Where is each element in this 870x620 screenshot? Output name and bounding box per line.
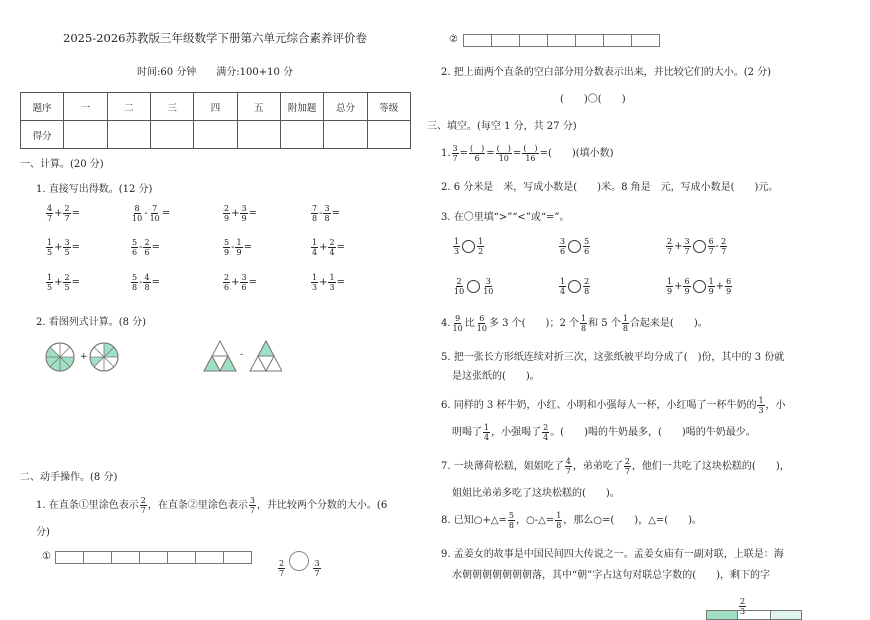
table-header: 五 (237, 93, 280, 121)
section3-q1: 1. $\frac{3}{7}$ = $\frac{( )}{6}$ = $\frac{( )}{10}$ = $\frac{( )}{16}$ =( )(填小数) (441, 144, 614, 163)
section1-q1: 1. 直接写出得数。(12 分) (36, 184, 153, 195)
fraction-blank[interactable]: $\frac{( )}{10}$ (496, 144, 511, 163)
partial-strip (706, 610, 802, 620)
fraction: $\frac{5}{8}$ (132, 273, 138, 292)
compare-circle[interactable] (568, 240, 581, 253)
fraction: $\frac{7}{8}$ (312, 204, 318, 223)
strip-2[interactable] (463, 34, 660, 47)
score-row (21, 121, 411, 149)
fraction: $\frac{3}{5}$ (64, 238, 70, 257)
compare-item: $\frac{2}{10}$ $\frac{3}{10}$ (454, 277, 494, 296)
fraction: $\frac{7}{10}$ (149, 204, 160, 223)
minus-sign: - (240, 350, 244, 360)
fraction: $\frac{1}{9}$ (236, 238, 242, 257)
strip-1[interactable] (55, 551, 252, 564)
fraction: $\frac{3}{7}$ (314, 559, 320, 578)
calc-item: $\frac{2}{6}$ + $\frac{3}{6}$ = (224, 273, 257, 292)
section3-q8: 8. 已知○+△= $\frac{5}{8}$ ，○-△= $\frac{1}{8}$ ，那么○=( )，△=( )。 (441, 511, 703, 530)
compare-item (452, 237, 485, 256)
calc-item: $\frac{1}{4}$ + $\frac{2}{4}$ = (312, 238, 345, 257)
section3-q7-line1: 7. 一块薄荷松糕，姐姐吃了 $\frac{4}{7}$ ，弟弟吃了 $\frac{2}{7}$ ，他们一共吃了这块松糕的( )， (441, 457, 790, 476)
compare-circle[interactable] (462, 240, 475, 253)
fraction: $\frac{1}{5}$ (47, 273, 53, 292)
fraction: $\frac{5}{9}$ (224, 238, 230, 257)
fraction: $\frac{2}{7}$ (279, 559, 285, 578)
fraction: $\frac{5}{6}$ (584, 237, 590, 256)
score-cell[interactable] (150, 121, 193, 149)
fraction: $\frac{3}{9}$ (241, 204, 247, 223)
compare-item (558, 237, 591, 256)
fraction: $\frac{1}{3}$ (312, 273, 318, 292)
score-cell[interactable] (237, 121, 280, 149)
compare-circle[interactable] (467, 280, 480, 293)
fraction: $\frac{3}{7}$ (452, 144, 458, 163)
triangle-left (204, 341, 236, 371)
exam-info: 时间:60 分钟 满分:100+10 分 (136, 67, 293, 78)
table-header: 三 (150, 93, 193, 121)
section3-q3: 3. 在〇里填“>”“<”或“=”。 (441, 212, 570, 223)
score-cell[interactable] (194, 121, 237, 149)
comparison-2-7-3-7 (277, 551, 322, 578)
fraction: $\frac{2}{9}$ (224, 204, 230, 223)
compare-circle[interactable] (693, 240, 706, 253)
section3-q6-line2: 明喝了 $\frac{1}{4}$ ，小强喝了 $\frac{2}{4}$ 。( )喝的牛奶最多，( )喝的牛奶最少。 (452, 423, 756, 442)
score-cell[interactable] (64, 121, 107, 149)
score-cell[interactable] (324, 121, 367, 149)
section3-q2: 2. 6 分米是 米，写成小数是( )米。8 角是 元，写成小数是( )元。 (441, 182, 779, 193)
section3-q9-line1: 9. 孟姜女的故事是中国民间四大传说之一。孟姜女庙有一副对联，上联是：海 (441, 549, 784, 560)
fraction: $\frac{3}{8}$ (324, 204, 330, 223)
row-label: 得分 (21, 121, 64, 149)
partial-fraction: $\frac{2}{3}$ (740, 597, 746, 616)
compare-circle[interactable] (693, 280, 706, 293)
fraction: $\frac{1}{5}$ (47, 238, 53, 257)
section2-title: 二、动手操作。(8 分) (20, 472, 118, 483)
compare-item: $\frac{2}{7}$ + $\frac{3}{7}$ $\frac{6}{7}$ - $\frac{2}{7}$ (667, 237, 727, 256)
fraction: $\frac{5}{6}$ (132, 238, 138, 257)
fraction: $\frac{2}{4}$ (329, 238, 335, 257)
calc-item: $\frac{5}{8}$ - $\frac{4}{8}$ = (132, 273, 160, 292)
compare-item: $\frac{1}{9}$ + $\frac{6}{9}$ $\frac{1}{9}$ + $\frac{6}{9}$ (667, 277, 732, 296)
calc-item: $\frac{1}{3}$ + $\frac{1}{3}$ = (312, 273, 345, 292)
fraction-blank[interactable]: $\frac{( )}{16}$ (523, 144, 538, 163)
table-header: 题序 (21, 93, 64, 121)
plus-sign: + (80, 352, 88, 362)
fraction: $\frac{8}{10}$ (132, 204, 143, 223)
section3-q6-line1: 6. 同样的 3 杯牛奶，小红、小明和小强每人一杯，小红喝了一杯牛奶的 $\frac{1}{3}$ ，小 (441, 396, 786, 415)
page-title: 2025-2026苏教版三年级数学下册第六单元综合素养评价卷 (63, 31, 367, 45)
table-header: 四 (194, 93, 237, 121)
calc-item: $\frac{7}{8}$ - $\frac{3}{8}$ = (312, 204, 340, 223)
table-header: 附加题 (280, 93, 323, 121)
calc-item: $\frac{1}{5}$ + $\frac{2}{5}$ = (47, 273, 80, 292)
section2-q1: 1. 在直条①里涂色表示 $\frac{2}{7}$ ，在直条②里涂色表示 $\frac{3}{7}$ ，并比较两个分数的大小。(6 (36, 496, 388, 515)
triangle-right (250, 341, 282, 371)
fraction: $\frac{2}{6}$ (224, 273, 230, 292)
fraction: $\frac{4}{8}$ (144, 273, 150, 292)
table-header: 一 (64, 93, 107, 121)
calc-item: $\frac{5}{9}$ - $\frac{1}{9}$ = (224, 238, 252, 257)
fraction: $\frac{2}{7}$ (140, 496, 146, 515)
score-cell[interactable] (367, 121, 410, 149)
score-table (20, 92, 411, 149)
fraction: $\frac{3}{7}$ (249, 496, 255, 515)
fraction: $\frac{2}{7}$ (64, 204, 70, 223)
table-header: 等级 (367, 93, 410, 121)
pie-circle-right (90, 343, 118, 371)
fraction: $\frac{2}{6}$ (144, 238, 150, 257)
fraction: $\frac{1}{3}$ (329, 273, 335, 292)
table-header: 总分 (324, 93, 367, 121)
fraction: $\frac{1}{2}$ (478, 237, 484, 256)
compare-item: $\frac{1}{4}$ $\frac{2}{8}$ (560, 277, 590, 296)
section1-title: 一、计算。(20 分) (20, 159, 104, 170)
section3-q9-line2: 水朝朝朝朝朝朝朝落，其中“朝”字占这句对联总字数的( )，剩下的字 (452, 570, 771, 581)
strip-label-1: ① (42, 551, 51, 562)
fraction: $\frac{1}{3}$ (454, 237, 460, 256)
section1-q2: 2. 看图列式计算。(8 分) (36, 317, 147, 328)
pie-circle-left (46, 343, 74, 371)
fraction: $\frac{3}{6}$ (560, 237, 566, 256)
calc-item: $\frac{5}{6}$ - $\frac{2}{6}$ = (132, 238, 160, 257)
fraction: $\frac{3}{6}$ (241, 273, 247, 292)
compare-circle[interactable] (568, 280, 581, 293)
calc-item: $\frac{2}{9}$ + $\frac{3}{9}$ = (224, 204, 257, 223)
fraction-blank[interactable]: $\frac{( )}{6}$ (470, 144, 485, 163)
section3-title: 三、填空。(每空 1 分，共 27 分) (427, 121, 577, 132)
fraction: $\frac{4}{7}$ (47, 204, 53, 223)
section3-q5-line1: 5. 把一张长方形纸连续对折三次，这张纸被平均分成了( )份，其中的 3 份就 (441, 352, 785, 363)
score-table-header-row (21, 93, 411, 121)
section2-q2-answer: ( )〇( ) (560, 94, 626, 105)
calc-item: $\frac{8}{10}$ - $\frac{7}{10}$ = (132, 204, 171, 223)
section3-q5-line2: 是这张纸的( )。 (452, 371, 540, 382)
section3-q7-line2: 姐姐比弟弟多吃了这块松糕的( )。 (452, 488, 620, 499)
section2-q1-cont: 分) (36, 527, 50, 538)
strip-label-2: ② (449, 34, 458, 45)
fraction: $\frac{2}{5}$ (64, 273, 70, 292)
section2-q2: 2. 把上面两个直条的空白部分用分数表示出来，并比较它们的大小。(2 分) (441, 67, 772, 78)
calc-item: $\frac{4}{7}$ + $\frac{2}{7}$ = (47, 204, 80, 223)
table-header: 二 (107, 93, 150, 121)
compare-circle[interactable] (289, 551, 309, 571)
calc-item: $\frac{1}{5}$ + $\frac{3}{5}$ = (47, 238, 80, 257)
score-cell[interactable] (280, 121, 323, 149)
score-cell[interactable] (107, 121, 150, 149)
section3-q4: 4. $\frac{9}{10}$ 比 $\frac{6}{10}$ 多 3 个( )；2 个 $\frac{1}{8}$ 和 5 个 $\frac{1}{8}$ 合起来是( )。 (441, 314, 708, 333)
fraction: $\frac{1}{4}$ (312, 238, 318, 257)
